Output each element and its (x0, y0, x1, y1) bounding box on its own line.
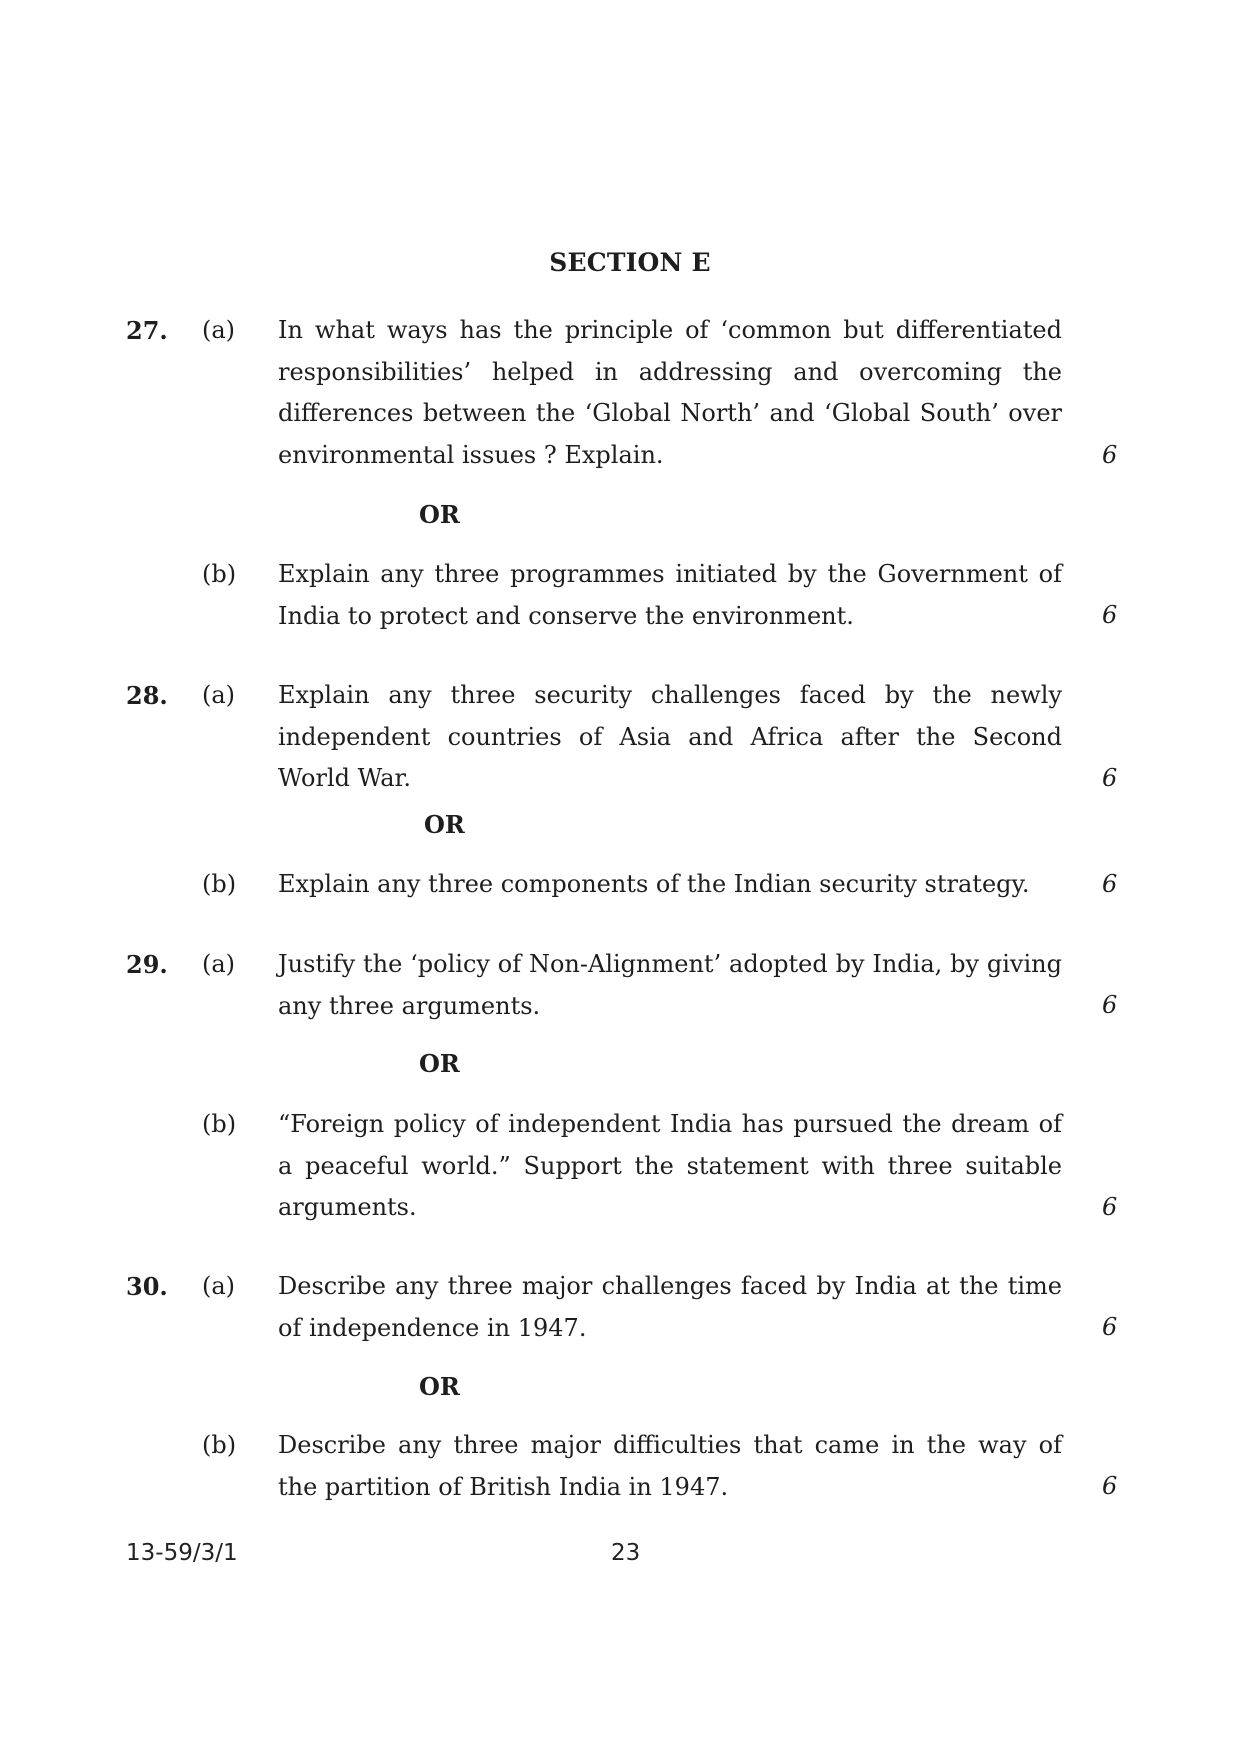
marks: 6 (1102, 764, 1118, 792)
section-title: SECTION E (549, 248, 711, 277)
question-text: Explain any three programmes initiated by the Government of India to protect and conserve the environment. (278, 560, 1062, 630)
question-number: 28. (126, 681, 168, 710)
marks: 6 (1102, 870, 1118, 898)
or-separator: OR (424, 810, 465, 839)
part-label: (b) (202, 1431, 237, 1459)
part-label: (a) (202, 681, 236, 709)
marks: 6 (1102, 1472, 1118, 1500)
marks: 6 (1102, 601, 1118, 629)
question-text: “Foreign policy of independent India has pursued the dream of a peaceful world.” Support the statement with three suitable arguments. (278, 1110, 1062, 1221)
part-label: (a) (202, 950, 236, 978)
question-text: Describe any three major challenges faced by India at the time of independence in 1947. (278, 1272, 1062, 1342)
or-separator: OR (419, 1372, 460, 1401)
or-separator: OR (419, 1049, 460, 1078)
question-text: Describe any three major difficulties that came in the way of the partition of British India in 1947. (278, 1431, 1062, 1501)
question-number: 30. (126, 1272, 168, 1301)
page-number: 23 (611, 1540, 641, 1566)
marks: 6 (1102, 1193, 1118, 1221)
question-text: In what ways has the principle of ‘common but differentiated responsibilities’ helped in addressing and overcoming the differences between the ‘Global North’ and ‘Global South’ over environmental issues ? Explain. (278, 316, 1062, 469)
part-label: (a) (202, 316, 236, 344)
or-separator: OR (419, 500, 460, 529)
marks: 6 (1102, 991, 1118, 1019)
part-label: (b) (202, 1110, 237, 1138)
question-number: 29. (126, 950, 168, 979)
part-label: (b) (202, 560, 237, 588)
part-label: (b) (202, 870, 237, 898)
marks: 6 (1102, 1313, 1118, 1341)
question-number: 27. (126, 316, 168, 345)
marks: 6 (1102, 441, 1118, 469)
paper-code: 13-59/3/1 (126, 1540, 238, 1566)
part-label: (a) (202, 1272, 236, 1300)
question-text: Explain any three components of the Indian security strategy. (278, 870, 1030, 898)
question-text: Justify the ‘policy of Non-Alignment’ adopted by India, by giving any three arguments. (278, 950, 1062, 1020)
question-text: Explain any three security challenges faced by the newly independent countries of Asia and Africa after the Second World War. (278, 681, 1062, 792)
